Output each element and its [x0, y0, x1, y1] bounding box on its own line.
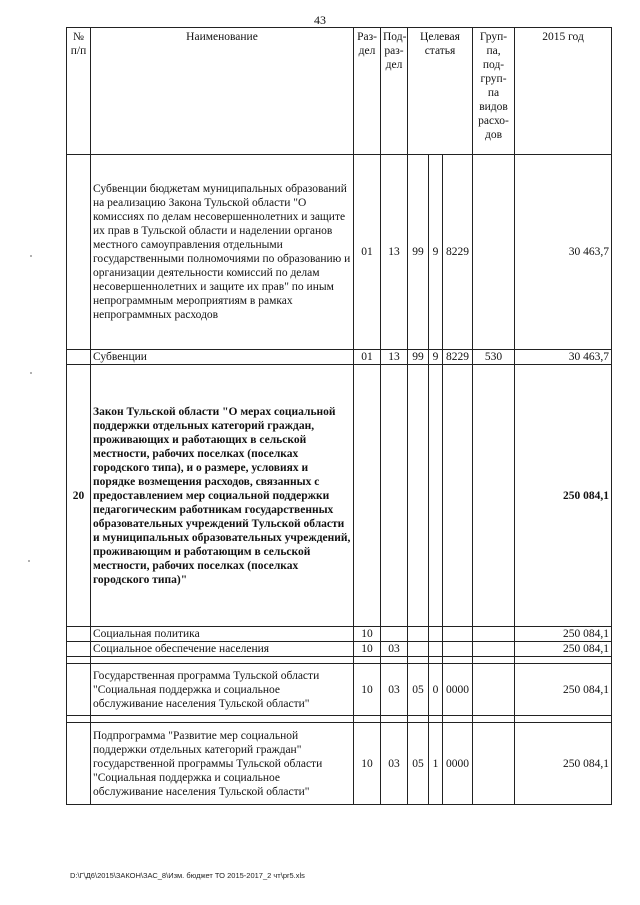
row-target-subprogram [429, 627, 443, 642]
file-path-footer: D:\Г\Д6\2015\ЗАКОН\ЗАС_8\Изм. бюджет ТО 2015-2017_2 чт\pr5.xls [70, 871, 305, 880]
row-group [473, 642, 515, 657]
header-year: 2015 год [515, 28, 612, 155]
row-section: 01 [354, 155, 381, 350]
row-num [67, 723, 91, 805]
row-target-subprogram: 9 [429, 350, 443, 365]
row-amount: 250 084,1 [515, 365, 612, 627]
row-group [473, 664, 515, 716]
row-target-direction [443, 627, 473, 642]
header-section: Раз-дел [354, 28, 381, 155]
row-subsection: 03 [381, 642, 408, 657]
row-name: Закон Тульской области "О мерах социальной поддержки отдельных категорий граждан, проживающих и работающих в сельской местности, рабочих поселках (поселках городского типа), и о размере, условиях и порядке возмещения расходов, связанных с предоставлением мер социальной поддержки педагогическим работникам государственных образовательных учреждений Тульской области и муниципальных образовательных учреждений, проживающим и работающим в сельской местности, рабочих поселках (поселках городского типа)" [91, 365, 354, 627]
scan-speck [28, 560, 30, 562]
scan-speck [30, 372, 32, 374]
row-name: Подпрограмма "Развитие мер социальной поддержки отдельных категорий граждан" государственной программы Тульской области "Социальная поддержка и социальное обслуживание населения Тульской области" [91, 723, 354, 805]
table-row [67, 350, 612, 365]
row-amount: 30 463,7 [515, 155, 612, 350]
row-target-subprogram: 0 [429, 664, 443, 716]
header-group: Груп-па, под-груп-па видов расхо-дов [473, 28, 515, 155]
table-row [67, 723, 612, 805]
row-amount: 30 463,7 [515, 350, 612, 365]
header-subsection: Под-раз-дел [381, 28, 408, 155]
row-subsection [381, 365, 408, 627]
row-subsection: 03 [381, 723, 408, 805]
row-subsection: 13 [381, 155, 408, 350]
row-amount: 250 084,1 [515, 642, 612, 657]
row-target-direction: 0000 [443, 664, 473, 716]
row-target-direction: 8229 [443, 155, 473, 350]
row-num [67, 642, 91, 657]
row-name: Субвенции бюджетам муниципальных образований на реализацию Закона Тульской области "О комиссиях по делам несовершеннолетних и защите их прав в Тульской области и наделении органов местного самоуправления отдельными государственными полномочиями по образованию и организации деятельности комиссий по делам несовершеннолетних и защите их прав" по иным непрограммным мероприятиям в рамках непрограммных расходов [91, 155, 354, 350]
table-row [67, 155, 612, 350]
table-row [67, 664, 612, 716]
row-group [473, 723, 515, 805]
row-section: 10 [354, 664, 381, 716]
row-target-direction [443, 365, 473, 627]
header-name: Наименование [91, 28, 354, 155]
row-spacer [67, 657, 612, 664]
row-target-direction: 8229 [443, 350, 473, 365]
row-num: 20 [67, 365, 91, 627]
row-target-subprogram: 9 [429, 155, 443, 350]
row-subsection: 03 [381, 664, 408, 716]
row-section [354, 365, 381, 627]
row-num [67, 627, 91, 642]
row-target-program: 05 [408, 723, 429, 805]
scan-speck [30, 255, 32, 257]
row-section: 10 [354, 723, 381, 805]
table-header-row [67, 28, 612, 155]
row-target-program: 05 [408, 664, 429, 716]
row-amount: 250 084,1 [515, 723, 612, 805]
row-target-program: 99 [408, 350, 429, 365]
row-section: 10 [354, 642, 381, 657]
row-num [67, 350, 91, 365]
row-target-program [408, 365, 429, 627]
row-target-subprogram: 1 [429, 723, 443, 805]
row-group [473, 155, 515, 350]
row-group [473, 627, 515, 642]
budget-table [66, 27, 612, 805]
row-name: Социальное обеспечение населения [91, 642, 354, 657]
row-name: Субвенции [91, 350, 354, 365]
row-section: 01 [354, 350, 381, 365]
row-group: 530 [473, 350, 515, 365]
row-target-subprogram [429, 365, 443, 627]
header-num: № п/п [67, 28, 91, 155]
row-num [67, 155, 91, 350]
row-amount: 250 084,1 [515, 627, 612, 642]
row-subsection [381, 627, 408, 642]
row-num [67, 664, 91, 716]
row-section: 10 [354, 627, 381, 642]
row-group [473, 365, 515, 627]
row-target-program [408, 642, 429, 657]
row-target-program: 99 [408, 155, 429, 350]
table-row [67, 365, 612, 627]
row-target-direction: 0000 [443, 723, 473, 805]
row-amount: 250 084,1 [515, 664, 612, 716]
header-target: Целевая статья [408, 28, 473, 155]
row-name: Государственная программа Тульской области "Социальная поддержка и социальное обслуживание населения Тульской области" [91, 664, 354, 716]
row-target-program [408, 627, 429, 642]
row-name: Социальная политика [91, 627, 354, 642]
row-target-subprogram [429, 642, 443, 657]
row-target-direction [443, 642, 473, 657]
row-spacer [67, 716, 612, 723]
page-number: 43 [314, 13, 326, 27]
table-row [67, 642, 612, 657]
row-subsection: 13 [381, 350, 408, 365]
table-row [67, 627, 612, 642]
